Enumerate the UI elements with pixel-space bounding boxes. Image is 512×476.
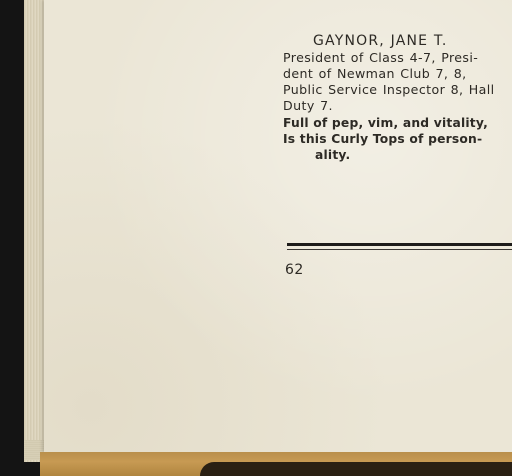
student-activities (283, 50, 503, 114)
activities-line: Duty 7. (283, 98, 333, 113)
verse-line: Is this Curly Tops of person- (283, 132, 483, 146)
activities-line: Public Service Inspector 8, Hall (283, 82, 495, 97)
activities-line: President of Class 4-7, Presi- (283, 50, 479, 65)
student-verse (283, 115, 503, 163)
activities-line: dent of Newman Club 7, 8, (283, 66, 467, 81)
book-shadow (200, 462, 512, 476)
verse-line: Full of pep, vim, and vitality, (283, 116, 489, 130)
divider-rule-thin (287, 249, 512, 250)
student-entry (283, 32, 503, 163)
page-number: 62 (285, 262, 304, 278)
student-name: GAYNOR, JANE T. (313, 33, 448, 49)
divider-rule-thick (287, 243, 512, 246)
verse-line: ality. (315, 148, 351, 162)
